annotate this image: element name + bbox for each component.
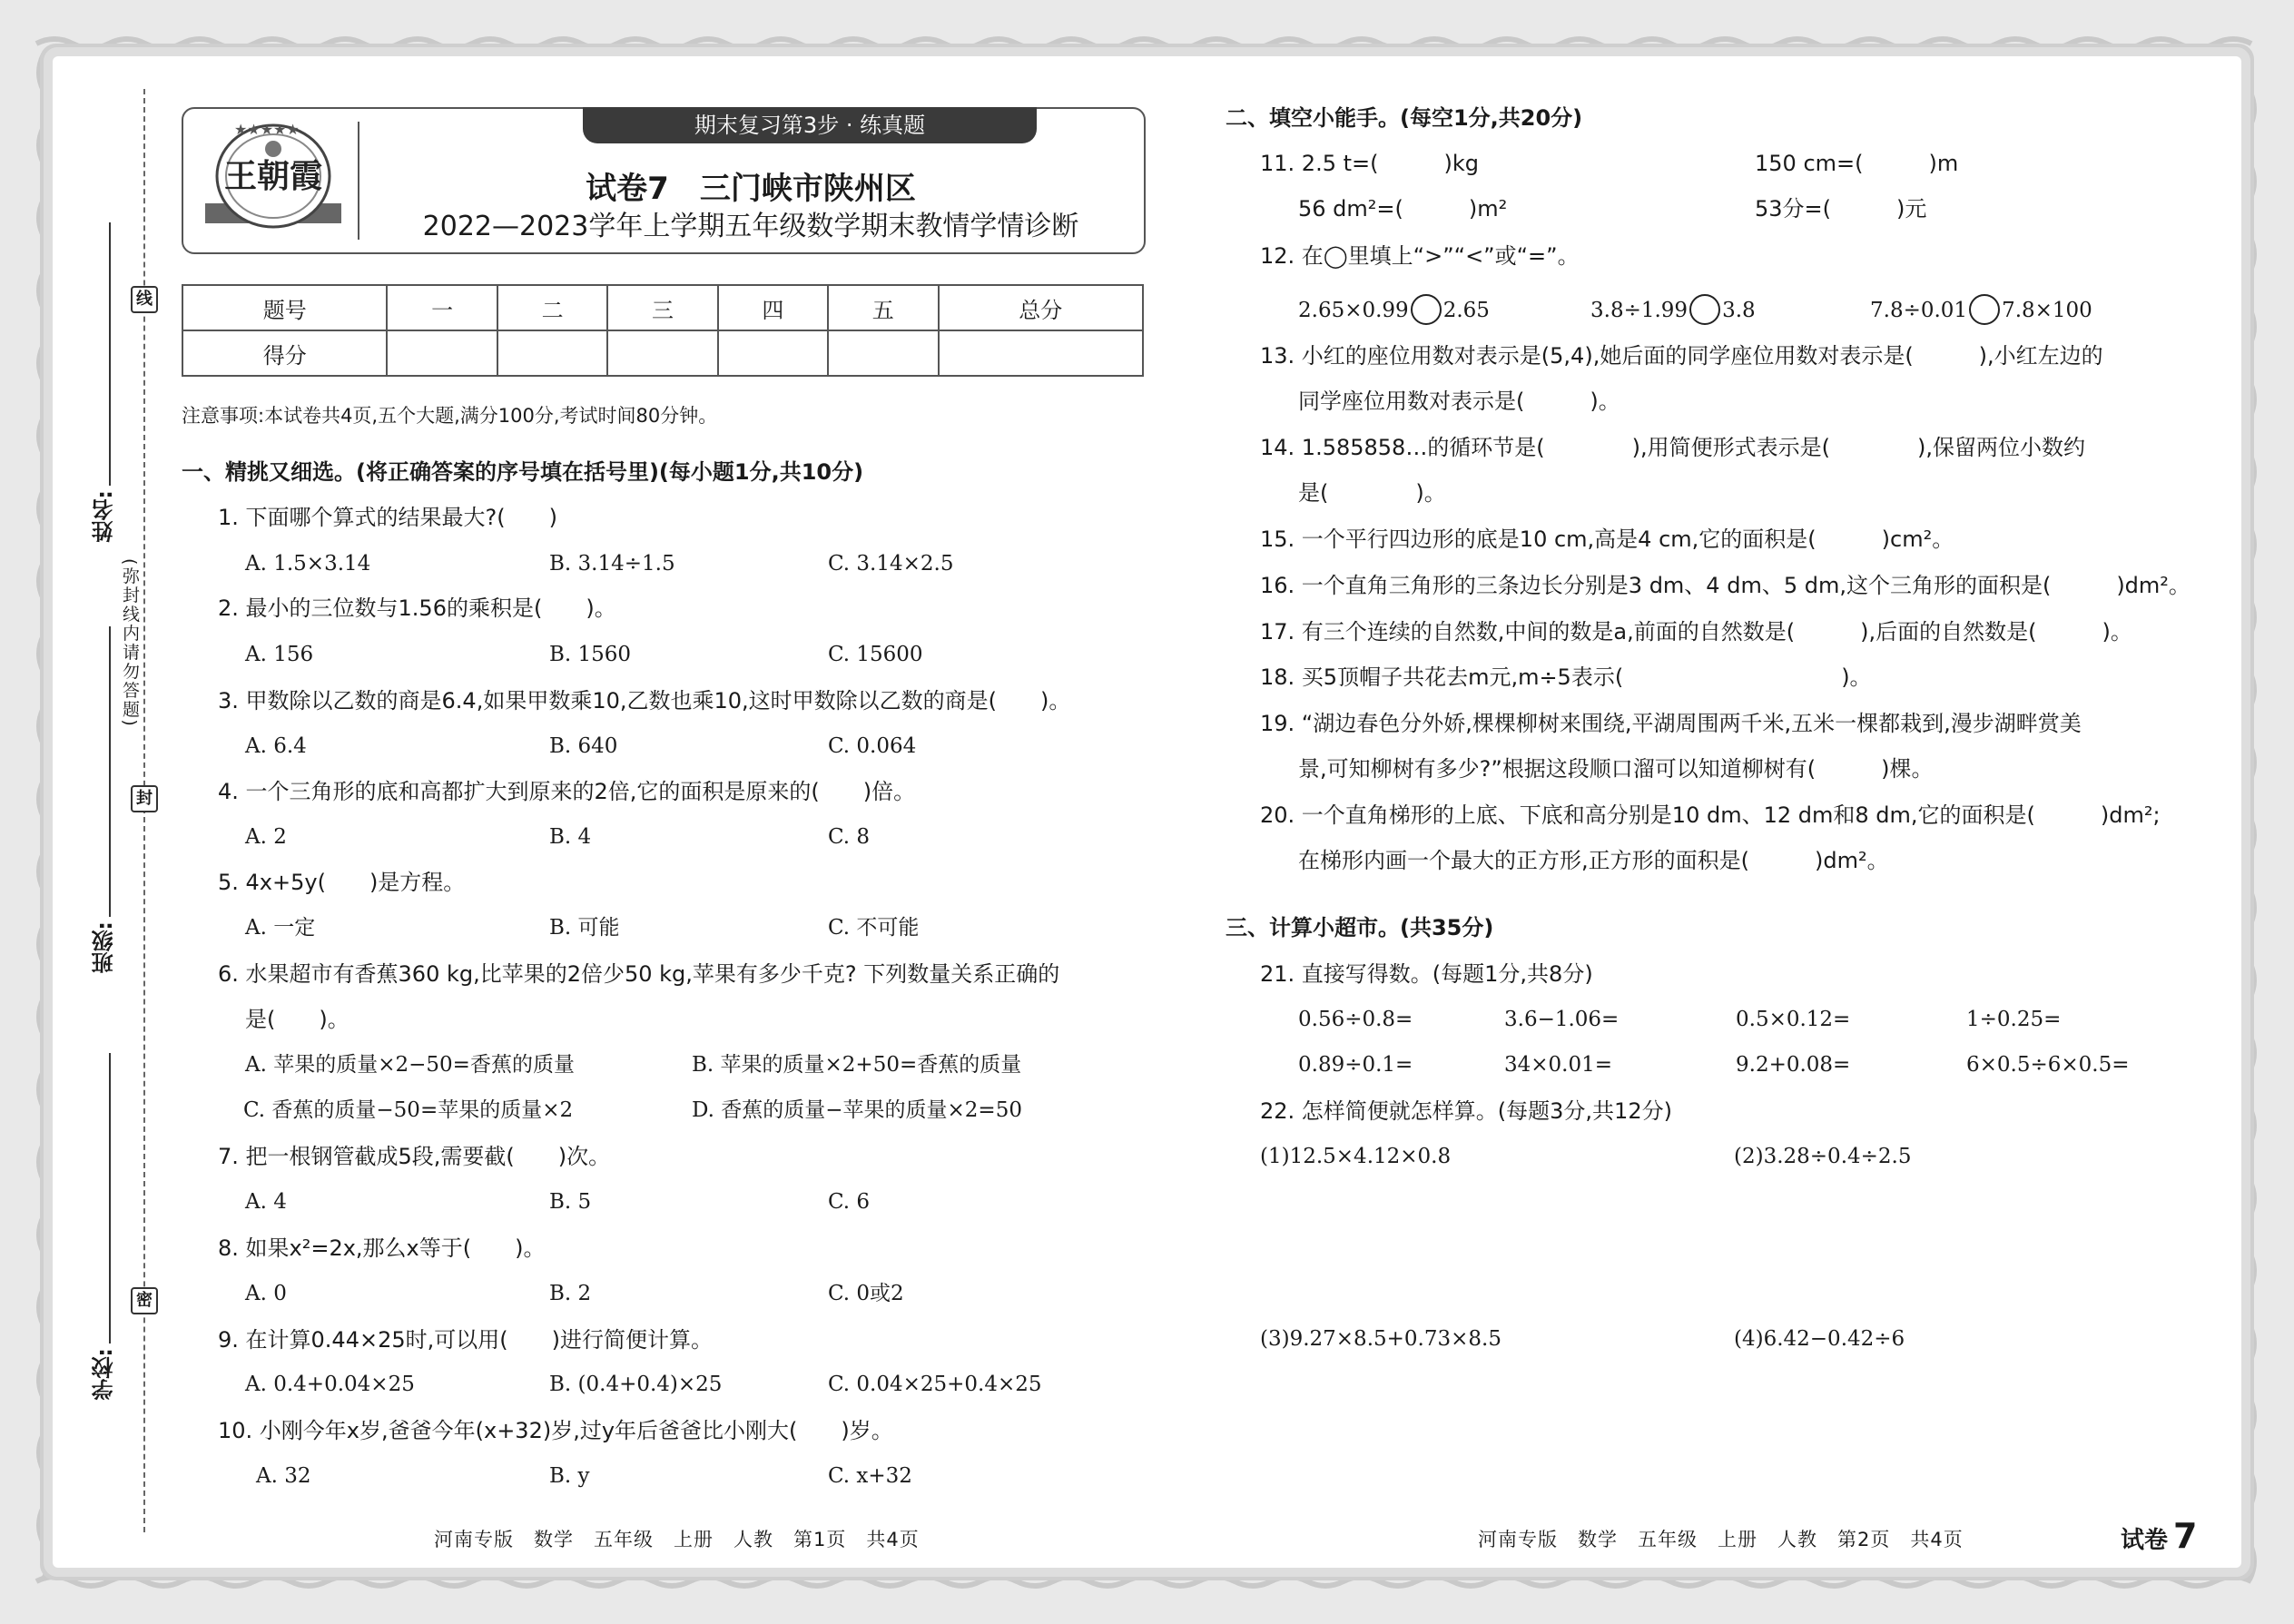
q4-option-b[interactable]: B. 4 [549,825,592,849]
q12-item-2: 3.8÷1.99 3.8 [1590,296,1756,327]
q7-option-c[interactable]: C. 6 [828,1190,871,1214]
exam-title: 试卷7 三门峡市陕州区 [586,171,916,207]
score-header-cell: 题号 [182,285,387,330]
score-cell[interactable] [387,330,497,376]
q6-option-a[interactable]: A. 苹果的质量×2−50=香蕉的质量 [245,1053,575,1077]
compare-circle[interactable] [1411,294,1442,325]
question-19: 19. “湖边春色分外娇,棵棵柳树来围绕,平湖周围两千米,五米一棵都栽到,漫步湖畔赏美 [1260,711,2082,736]
logo-text: 王朝霞 [223,157,323,195]
q7-option-a[interactable]: A. 4 [245,1190,287,1214]
compare-circle[interactable] [1969,294,2000,325]
name-label: 姓名: [92,490,117,543]
school-label: 学校: [92,1348,117,1401]
q6-option-c[interactable]: C. 香蕉的质量−50=苹果的质量×2 [243,1098,574,1122]
binding-char-secret: 密 [131,1287,158,1314]
question-14: 14. 1.585858…的循环节是( ),用简便形式表示是( ),保留两位小数约 [1260,435,2086,460]
q22-item-3: (3)9.27×8.5+0.73×8.5 [1260,1327,1501,1351]
publisher-logo [196,116,350,243]
question-1: 1. 下面哪个算式的结果最大?( ) [218,505,557,530]
question-2: 2. 最小的三位数与1.56的乘积是( )。 [218,595,616,621]
q9-option-c[interactable]: C. 0.04×25+0.4×25 [828,1373,1042,1396]
q21-item: 0.89÷0.1= [1298,1053,1413,1077]
q10-option-a[interactable]: A. 32 [256,1464,311,1488]
q12-item-3: 7.8÷0.01 7.8×100 [1870,296,2092,327]
q8-option-a[interactable]: A. 0 [245,1282,287,1305]
q21-item: 0.5×0.12= [1736,1008,1851,1031]
q1-option-a[interactable]: A. 1.5×3.14 [245,552,371,576]
score-table-header-row [182,285,1143,330]
q12-item-1: 2.65×0.99 2.65 [1298,296,1490,327]
question-14-line2: 是( )。 [1298,480,1446,506]
question-15: 15. 一个平行四边形的底是10 cm,高是4 cm,它的面积是( )cm²。 [1260,527,1954,552]
question-13-line2: 同学座位用数对表示是( )。 [1298,389,1620,414]
class-field-line[interactable] [109,626,111,917]
header-banner: 期末复习第3步 · 练真题 [583,107,1037,143]
score-cell[interactable] [607,330,717,376]
q2-option-c[interactable]: C. 15600 [828,643,923,666]
q4-option-c[interactable]: C. 8 [828,825,871,849]
exam-notice: 注意事项:本试卷共4页,五个大题,满分100分,考试时间80分钟。 [182,405,718,427]
score-cell[interactable] [828,330,938,376]
q21-item: 3.6−1.06= [1504,1008,1620,1031]
section2-title: 二、填空小能手。(每空1分,共20分) [1226,105,1583,131]
question-9: 9. 在计算0.44×25时,可以用( )进行简便计算。 [218,1327,713,1353]
svg-text:★★★★★: ★★★★★ [234,121,300,138]
paper-number-badge [2121,1516,2197,1556]
paper-number: 7 [2173,1516,2198,1556]
q22-item-4: (4)6.42−0.42÷6 [1734,1327,1905,1351]
question-3: 3. 甲数除以乙数的商是6.4,如果甲数乘10,乙数也乘10,这时甲数除以乙数的商是( )。 [218,688,1071,714]
q1-option-b[interactable]: B. 3.14÷1.5 [549,552,675,576]
score-header-cell: 四 [718,285,828,330]
score-header-cell: 五 [828,285,938,330]
q8-option-b[interactable]: B. 2 [549,1282,592,1305]
question-17: 17. 有三个连续的自然数,中间的数是a,前面的自然数是( ),后面的自然数是( )。 [1260,619,2132,645]
section3-title: 三、计算小超市。(共35分) [1226,915,1494,940]
q9-option-a[interactable]: A. 0.4+0.04×25 [245,1373,415,1396]
question-4: 4. 一个三角形的底和高都扩大到原来的2倍,它的面积是原来的( )倍。 [218,779,916,804]
q10-option-b[interactable]: B. y [549,1464,590,1488]
score-cell[interactable] [718,330,828,376]
question-5: 5. 4x+5y( )是方程。 [218,870,466,895]
q9-option-b[interactable]: B. (0.4+0.4)×25 [549,1373,723,1396]
question-20-line2: 在梯形内画一个最大的正方形,正方形的面积是( )dm²。 [1298,848,1889,873]
q1-option-c[interactable]: C. 3.14×2.5 [828,552,954,576]
q5-option-a[interactable]: A. 一定 [245,916,316,940]
q21-item: 0.56÷0.8= [1298,1008,1413,1031]
q21-item: 6×0.5÷6×0.5= [1966,1053,2130,1077]
score-cell[interactable] [497,330,607,376]
score-header-cell: 二 [497,285,607,330]
class-label: 班级: [92,921,117,974]
q8-option-c[interactable]: C. 0或2 [828,1282,904,1305]
score-table [182,284,1144,377]
footer-right: 河南专版 数学 五年级 上册 人教 第2页 共4页 [1478,1529,1964,1550]
score-row-label: 得分 [182,330,387,376]
question-18: 18. 买5顶帽子共花去m元,m÷5表示( )。 [1260,664,1872,690]
q4-option-a[interactable]: A. 2 [245,825,287,849]
q5-option-b[interactable]: B. 可能 [549,916,620,940]
q5-option-c[interactable]: C. 不可能 [828,916,920,940]
q21-item: 34×0.01= [1504,1053,1613,1077]
q3-option-a[interactable]: A. 6.4 [245,734,307,758]
exam-subtitle: 2022—2023学年上学期五年级数学期末教情学情诊断 [422,211,1079,242]
score-cell[interactable] [939,330,1144,376]
footer-left: 河南专版 数学 五年级 上册 人教 第1页 共4页 [434,1529,920,1550]
score-header-cell: 三 [607,285,717,330]
question-8: 8. 如果x²=2x,那么x等于( )。 [218,1235,546,1261]
q22-item-2: (2)3.28÷0.4÷2.5 [1734,1145,1912,1168]
q10-option-c[interactable]: C. x+32 [828,1464,912,1488]
score-table-score-row [182,330,1143,376]
question-22: 22. 怎样简便就怎样算。(每题3分,共12分) [1260,1098,1672,1124]
question-7: 7. 把一根钢管截成5段,需要截( )次。 [218,1144,611,1169]
compare-circle[interactable] [1689,294,1720,325]
binding-char-seal: 封 [131,785,158,812]
q2-option-a[interactable]: A. 156 [245,643,314,666]
q2-option-b[interactable]: B. 1560 [549,643,632,666]
binding-char-line: 线 [131,286,158,313]
paper-label: 试卷 [2121,1527,2169,1554]
score-header-cell: 总分 [939,285,1144,330]
q21-item: 1÷0.25= [1966,1008,2062,1031]
school-field-line[interactable] [109,1053,111,1343]
name-field-line[interactable] [109,222,111,486]
section1-title: 一、精挑又细选。(将正确答案的序号填在括号里)(每小题1分,共10分) [182,459,864,485]
score-header-cell: 一 [387,285,497,330]
q7-option-b[interactable]: B. 5 [549,1190,592,1214]
q22-item-1: (1)12.5×4.12×0.8 [1260,1145,1452,1168]
question-10: 10. 小刚今年x岁,爸爸今年(x+32)岁,过y年后爸爸比小刚大( )岁。 [218,1418,893,1443]
q11-part1: 11. 2.5 t=( )kg [1260,151,1479,176]
question-21: 21. 直接写得数。(每题1分,共8分) [1260,961,1593,987]
q11-part4: 53分=( )元 [1755,196,1927,221]
q6-option-d[interactable]: D. 香蕉的质量−苹果的质量×2=50 [692,1098,1022,1122]
question-12: 12. 在◯里填上“>”“<”或“=”。 [1260,243,1580,269]
exam-header [182,107,1146,254]
q11-part3: 56 dm²=( )m² [1298,196,1508,221]
q3-option-c[interactable]: C. 0.064 [828,734,917,758]
question-13: 13. 小红的座位用数对表示是(5,4),她后面的同学座位用数对表示是( ),小红左边的 [1260,343,2103,369]
header-divider [358,122,359,240]
q3-option-b[interactable]: B. 640 [549,734,618,758]
binding-note: (弥封线内请勿答题) [120,558,140,728]
question-6-line2: 是( )。 [245,1007,350,1032]
q21-item: 9.2+0.08= [1736,1053,1851,1077]
q11-part2: 150 cm=( )m [1755,151,1959,176]
question-20: 20. 一个直角梯形的上底、下底和高分别是10 dm、12 dm和8 dm,它的面积是( )dm²; [1260,802,2161,828]
question-6: 6. 水果超市有香蕉360 kg,比苹果的2倍少50 kg,苹果有多少千克? 下列数量关系正确的 [218,961,1060,987]
question-16: 16. 一个直角三角形的三条边长分别是3 dm、4 dm、5 dm,这个三角形的面积是( )dm²。 [1260,573,2191,598]
q6-option-b[interactable]: B. 苹果的质量×2+50=香蕉的质量 [692,1053,1022,1077]
question-19-line2: 景,可知柳树有多少?”根据这段顺口溜可以知道柳树有( )棵。 [1298,756,1934,782]
